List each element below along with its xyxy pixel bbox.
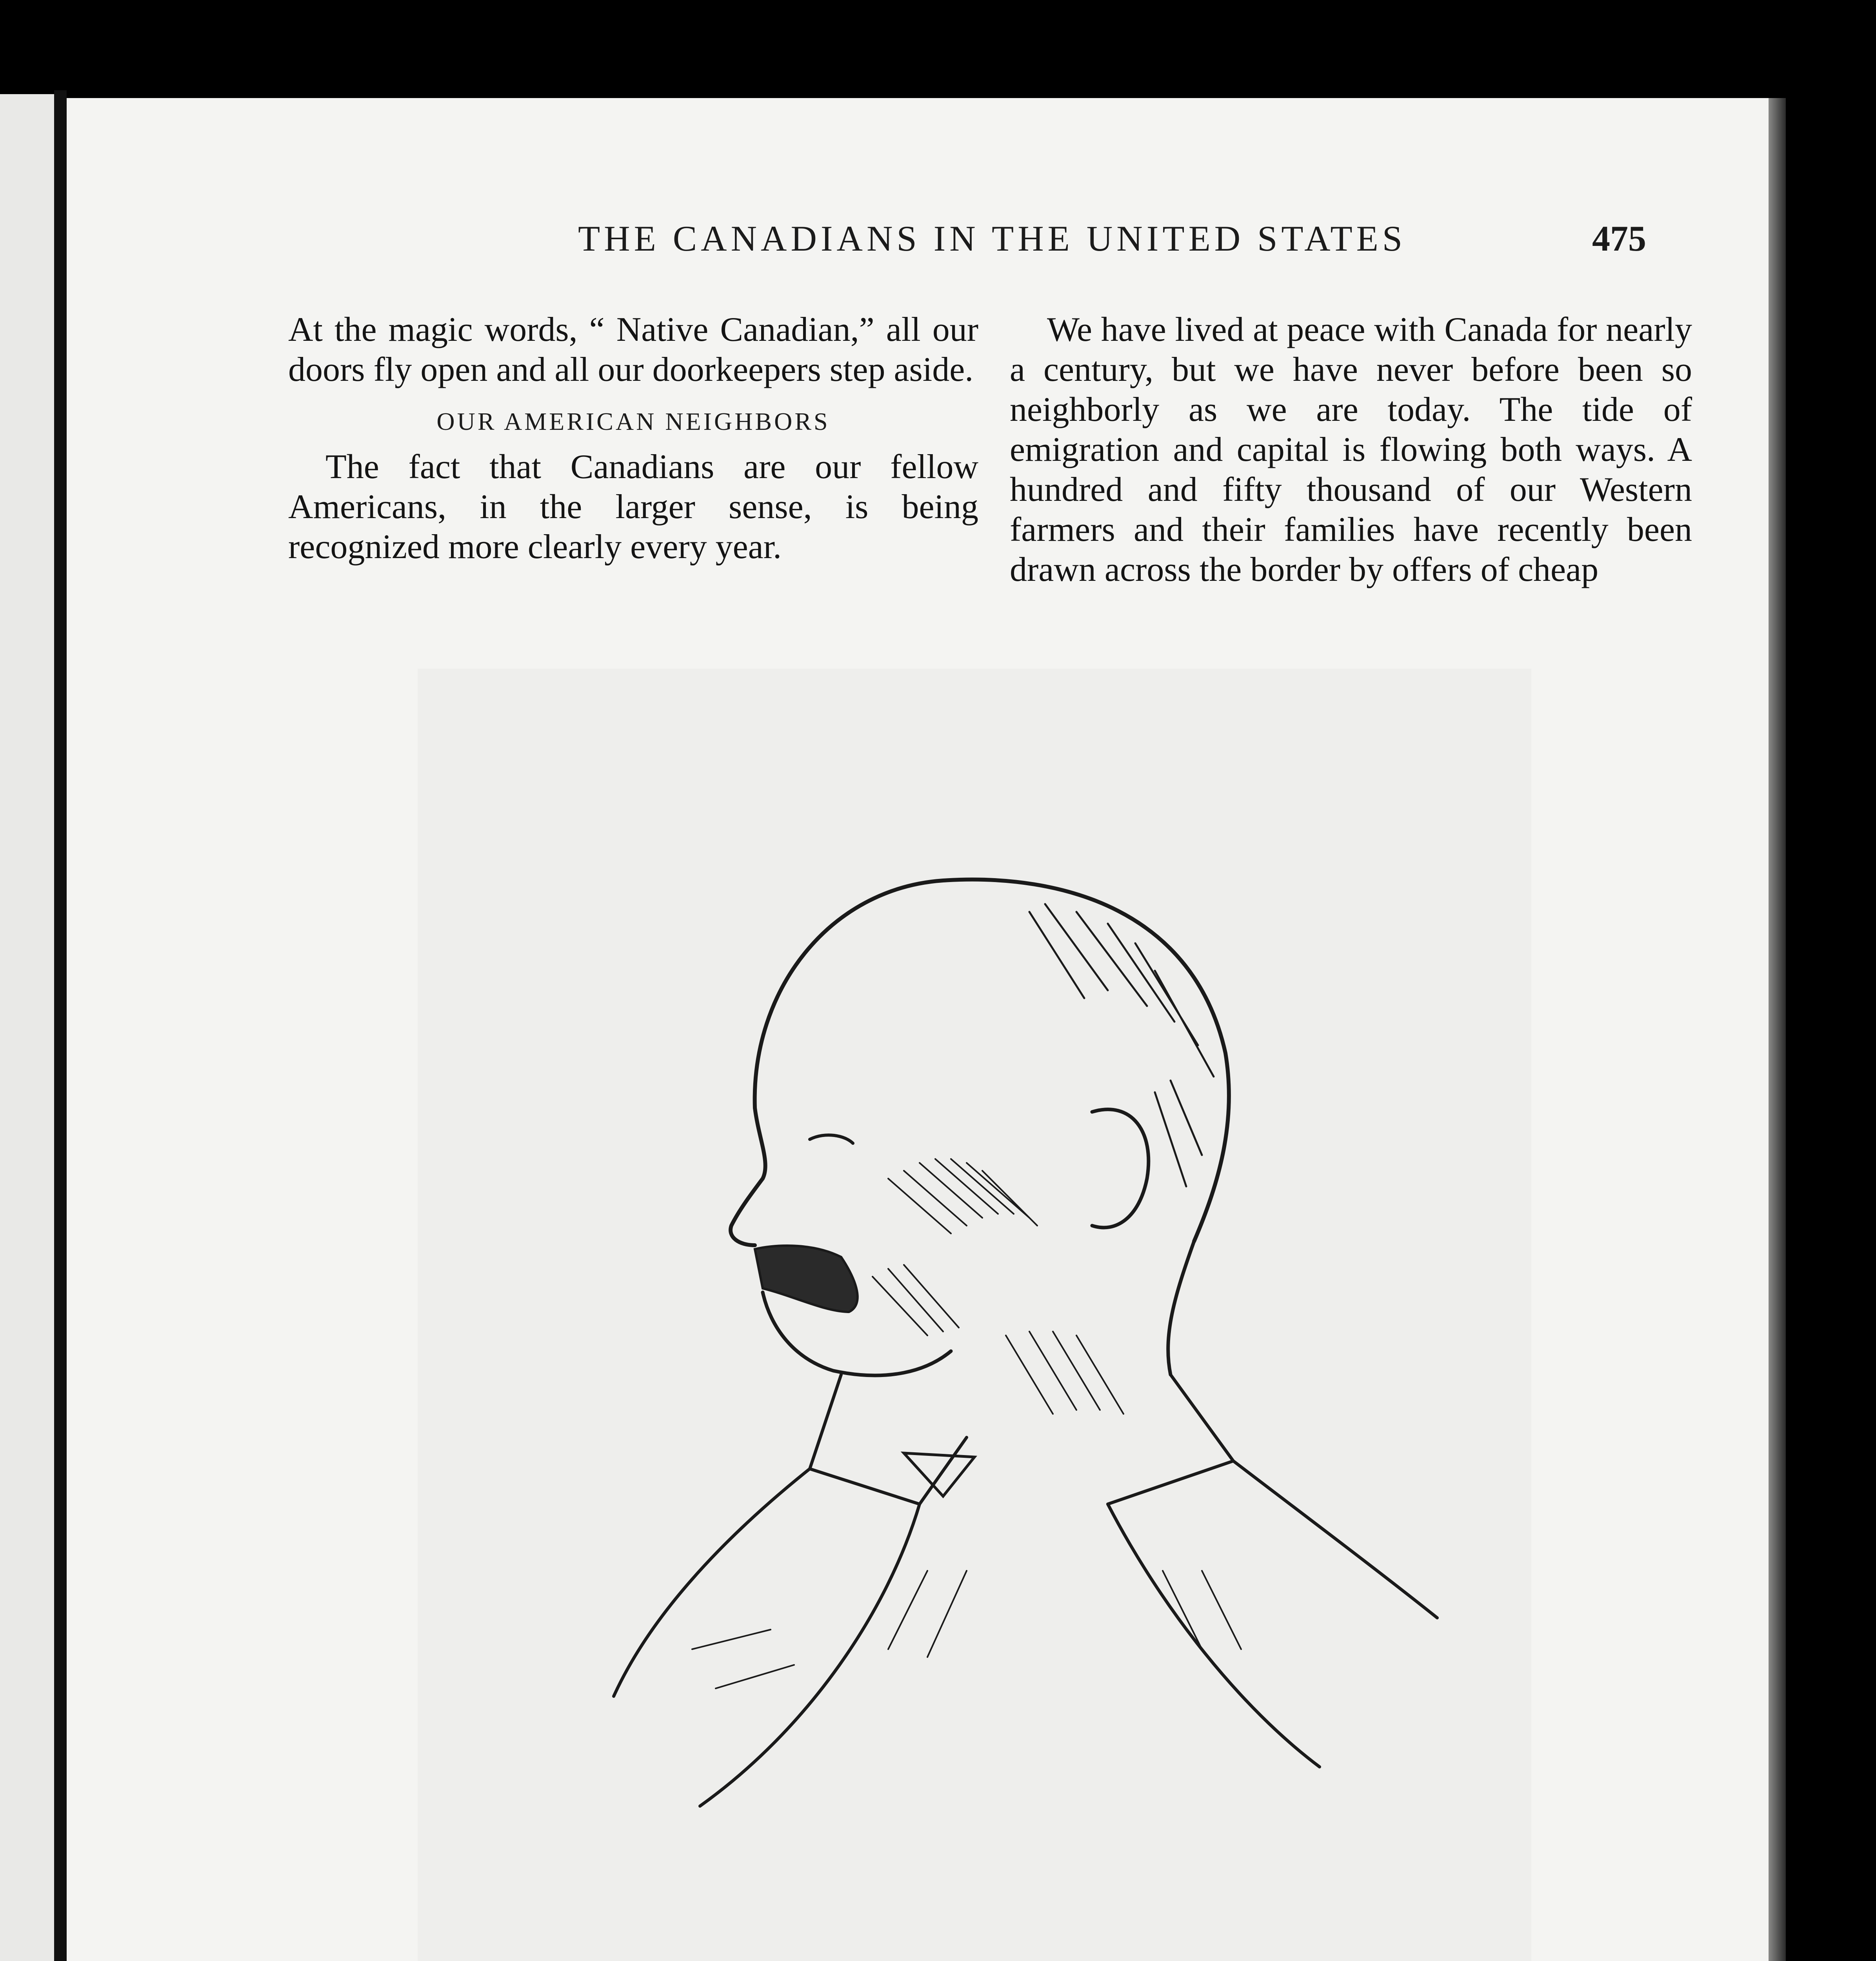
top-left-column <box>288 310 978 567</box>
portrait-drawing <box>418 669 1531 1961</box>
top-right-column <box>1010 310 1692 590</box>
portrait-illustration <box>418 669 1531 1961</box>
page-number: 475 <box>1592 218 1646 258</box>
paragraph: We have lived at peace with Canada for nearly a century, but we have never before been so neighborly as we are today. The tide of emigration and capital is flowing both ways. A hundred and fifty thousand of our Western farmers and their families have recently been drawn across the border by offers of cheap <box>1010 311 1692 589</box>
paragraph: At the magic words, “ Native Canadian,” all our doors fly open and all our doorkeepers step aside. <box>288 311 978 389</box>
section-heading: OUR AMERICAN NEIGHBORS <box>436 407 830 435</box>
right-page-edge <box>1769 98 1786 1961</box>
left-page-edge <box>0 94 54 1961</box>
running-title: THE CANADIANS IN THE UNITED STATES <box>578 218 1407 258</box>
paragraph: The fact that Canadians are our fellow Americans, in the larger sense, is being recognized more clearly every year. <box>288 448 978 566</box>
book-spine <box>54 90 67 1961</box>
